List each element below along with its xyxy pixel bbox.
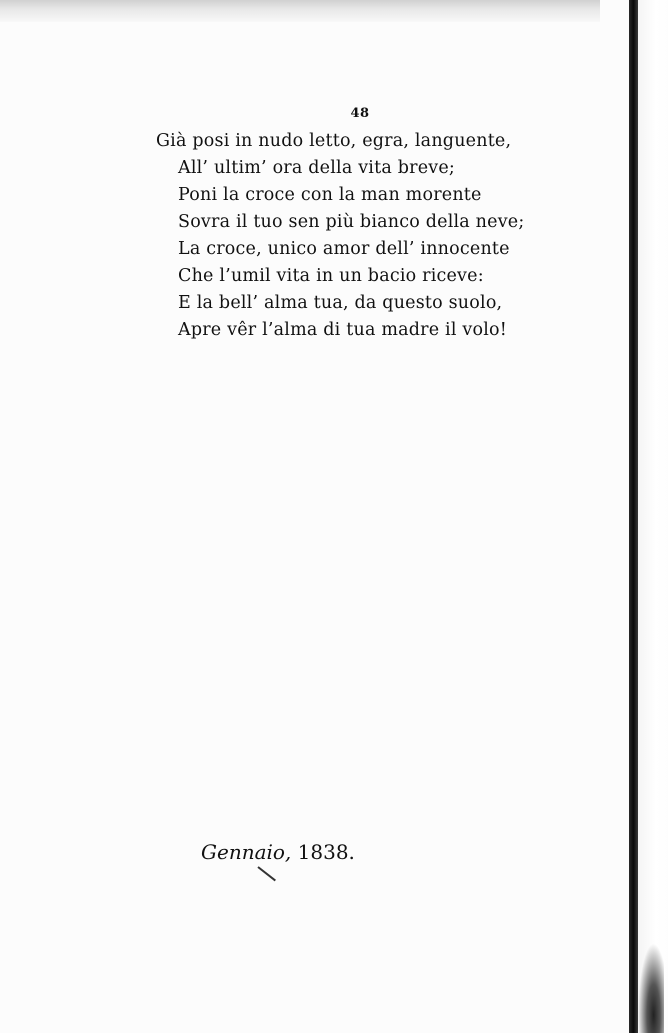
verse-line: Apre vêr l’alma di tua madre il volo!: [178, 320, 507, 340]
verse-line: La croce, unico amor dell’ innocente: [178, 239, 510, 259]
poem-stanza: [156, 128, 556, 344]
scan-top-edge: [0, 0, 600, 22]
verse-line: Poni la croce con la man morente: [178, 185, 482, 205]
page-margin-right: [638, 0, 668, 1033]
dateline: [201, 840, 355, 864]
verse-line: Che l’umil vita in un bacio riceve:: [178, 266, 484, 286]
verse-line: Già posi in nudo letto, egra, languente,: [156, 131, 512, 151]
page-number: 48: [350, 106, 370, 121]
book-binding-edge: [629, 0, 638, 1033]
verse-line: Sovra il tuo sen più bianco della neve;: [178, 212, 525, 232]
dateline-month: Gennaio,: [201, 840, 292, 864]
ink-mark: [257, 866, 276, 881]
dateline-year: 1838.: [297, 840, 355, 864]
verse-line: E la bell’ alma tua, da questo suolo,: [178, 293, 503, 313]
verse-line: All’ ultim’ ora della vita breve;: [178, 158, 455, 178]
